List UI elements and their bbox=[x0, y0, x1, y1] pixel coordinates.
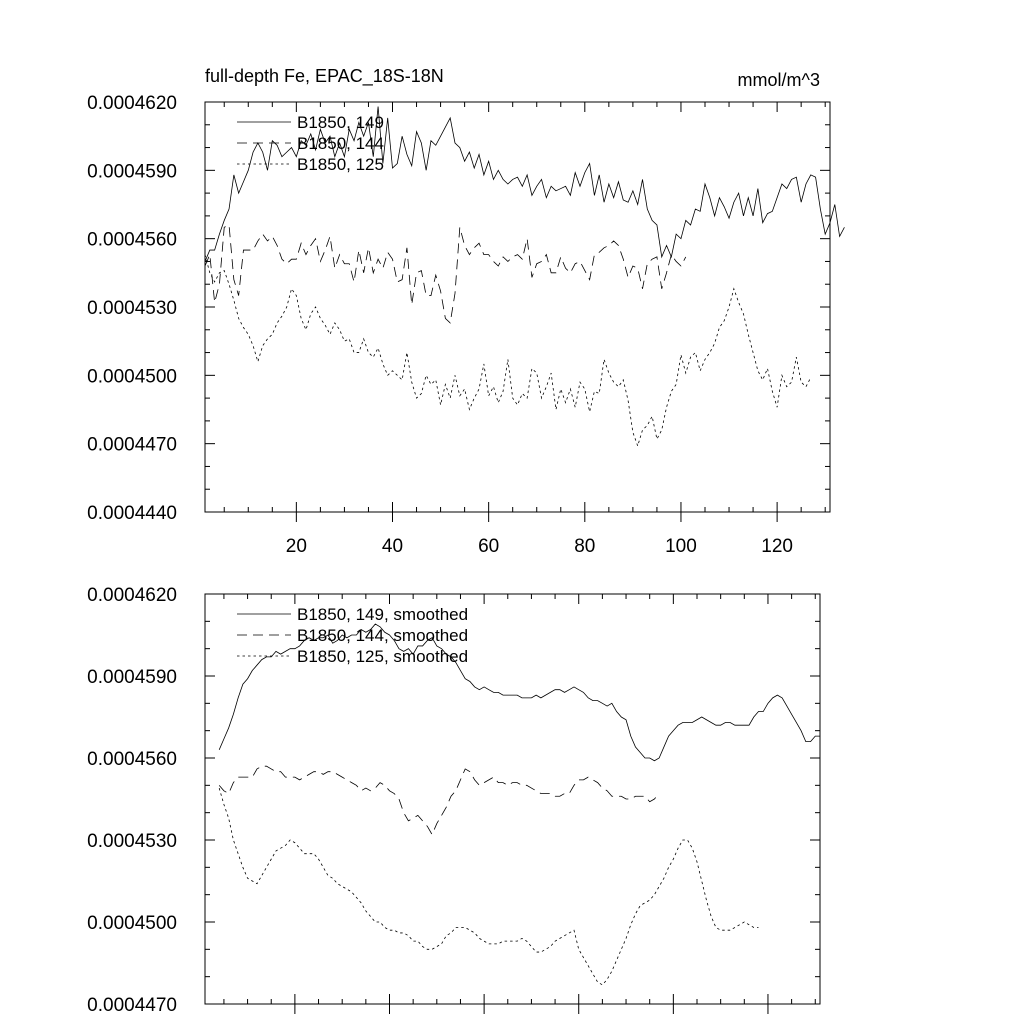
legend-label-1: B1850, 149, smoothed bbox=[297, 605, 469, 624]
series-line-2 bbox=[205, 225, 686, 323]
legend-label-1: B1850, 149 bbox=[297, 113, 384, 132]
y-tick-label: 0.0004590 bbox=[87, 667, 177, 688]
series-line-3 bbox=[219, 788, 758, 985]
legend-label-3: B1850, 125 bbox=[297, 155, 384, 174]
units-label: mmol/m^3 bbox=[737, 70, 820, 90]
y-tick-label: 0.0004500 bbox=[87, 913, 177, 934]
y-tick-label: 0.0004530 bbox=[87, 298, 177, 319]
series-line-3 bbox=[205, 255, 811, 446]
chart-title: full-depth Fe, EPAC_18S-18N bbox=[205, 66, 444, 86]
y-tick-label: 0.0004560 bbox=[87, 229, 177, 251]
x-tick-label: 60 bbox=[478, 536, 500, 557]
y-tick-label: 0.0004620 bbox=[87, 585, 177, 606]
y-tick-label: 0.0004590 bbox=[87, 161, 177, 183]
y-tick-label: 0.0004500 bbox=[87, 366, 177, 388]
y-tick-label: 0.0004620 bbox=[87, 93, 177, 114]
panel-bottom bbox=[87, 585, 820, 1016]
x-tick-label: 80 bbox=[574, 536, 596, 557]
series-line-2 bbox=[219, 766, 659, 834]
y-tick-label: 0.0004470 bbox=[87, 995, 177, 1016]
x-tick-label: 20 bbox=[285, 536, 307, 557]
x-tick-label: 40 bbox=[381, 536, 404, 557]
y-tick-label: 0.0004440 bbox=[87, 503, 177, 524]
legend-label-2: B1850, 144 bbox=[297, 134, 384, 153]
y-tick-label: 0.0004470 bbox=[87, 434, 177, 456]
panel-top bbox=[87, 66, 844, 557]
y-tick-label: 0.0004530 bbox=[87, 831, 177, 852]
x-tick-label: 120 bbox=[761, 536, 793, 557]
legend-label-3: B1850, 125, smoothed bbox=[297, 647, 469, 666]
y-tick-label: 0.0004560 bbox=[87, 749, 177, 770]
x-tick-label: 100 bbox=[665, 536, 697, 557]
legend-label-2: B1850, 144, smoothed bbox=[297, 626, 469, 645]
